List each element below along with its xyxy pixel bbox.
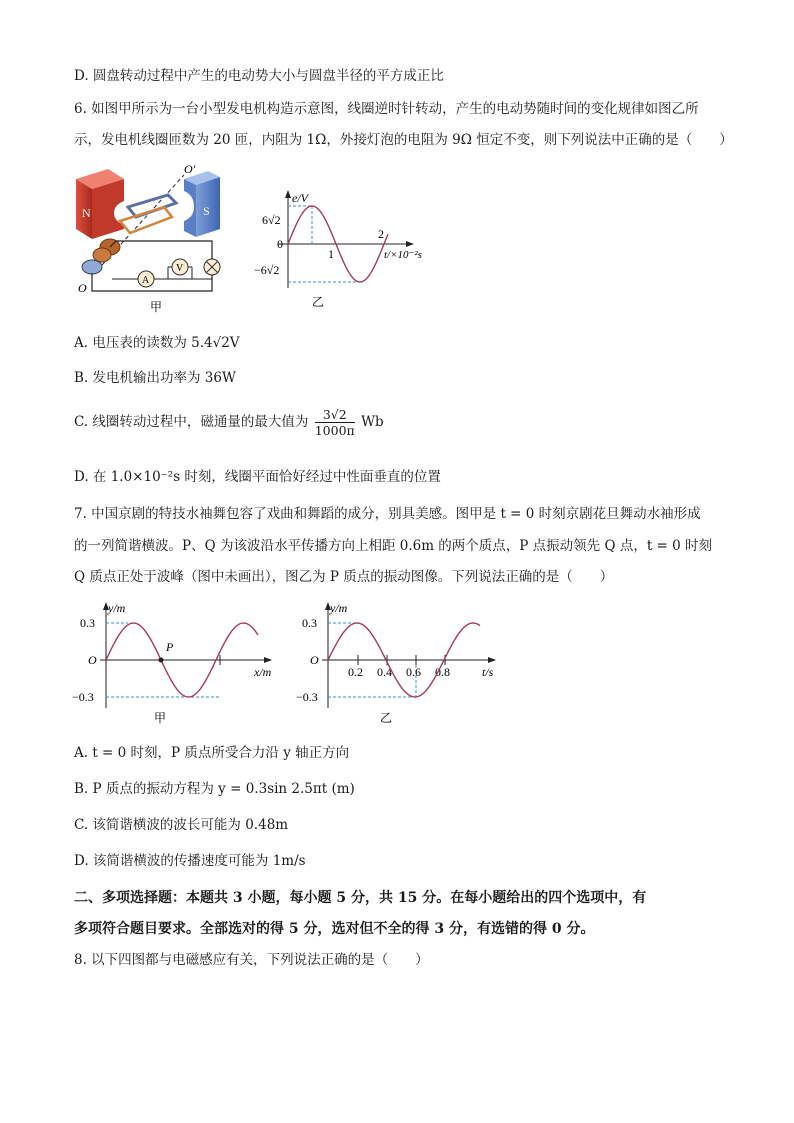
fig-jia-caption: 甲 (154, 711, 167, 725)
q6-stem-line1: 6. 如图甲所示为一台小型发电机构造示意图，线圈逆时针转动，产生的电动势随时间的变化规律如图乙所 (74, 101, 699, 117)
y-pos-label: 0.3 (302, 616, 317, 630)
axis-label-bottom: O (78, 281, 87, 295)
ammeter-label: A (142, 275, 150, 286)
q6-option-c-fraction (315, 407, 355, 438)
origin-label: O (88, 653, 97, 667)
y-axis-label: y/m (108, 601, 126, 615)
tick-2-label: 2 (378, 227, 384, 241)
q7-stem-line1: 7. 中国京剧的特技水袖舞包容了戏曲和舞蹈的成分，别具美感。图甲是 t = 0 时刻京剧花旦舞动水袖形成 (74, 506, 701, 522)
q7-stem-line3: Q 质点正处于波峰（图中未画出），图乙为 P 质点的振动图像。下列说法正确的是（ ） (74, 569, 614, 585)
y-pos-label: 0.3 (80, 616, 95, 630)
tick-label-4: 0.8 (435, 665, 450, 679)
q7-option-c: C. 该简谐横波的波长可能为 0.48m (74, 817, 289, 833)
n-magnet-side (92, 179, 124, 239)
q6-option-a: A. 电压表的读数为 5.4√2V (74, 335, 240, 351)
x-axis-label: t/s (482, 665, 494, 679)
voltmeter-label: V (176, 263, 184, 274)
origin-label: 0 (277, 237, 283, 251)
y-neg-label: −0.3 (72, 690, 94, 704)
q6-option-c-prefix: C. 线圈转动过程中，磁通量的最大值为 (74, 414, 309, 430)
coil-lower (120, 207, 172, 233)
y-pos-label: 6√2 (262, 213, 281, 227)
q7-option-d: D. 该简谐横波的传播速度可能为 1m/s (74, 853, 306, 869)
brush (82, 260, 102, 274)
tick-label-2: 0.4 (377, 665, 392, 679)
q6-option-c (74, 407, 384, 438)
q8-stem: 8. 以下四图都与电磁感应有关，下列说法正确的是（ ） (74, 952, 429, 968)
q5-option-d: D. 圆盘转动过程中产生的电动势大小与圆盘半径的平方成正比 (74, 68, 444, 84)
fig-yi-caption: 乙 (312, 295, 325, 309)
axis-label-top: O′ (184, 162, 196, 176)
x-axis-label: x/m (254, 665, 272, 679)
section2-heading-line1: 二、多项选择题：本题共 3 小题，每小题 5 分，共 15 分。在每小题给出的四个选项中，有 (74, 890, 647, 906)
fig-jia-caption: 甲 (150, 300, 163, 314)
q7-option-b: B. P 质点的振动方程为 y = 0.3sin 2.5πt (m) (74, 781, 355, 797)
pole-s-label: S (203, 204, 210, 218)
tick-1-label: 1 (328, 247, 334, 261)
q7-wave-chart (70, 600, 282, 728)
q6-option-b: B. 发电机输出功率为 36W (74, 370, 236, 386)
q6-option-c-unit: Wb (361, 414, 384, 430)
q7-stem-line2: 的一列简谐横波。P、Q 为该波沿水平传播方向上相距 0.6m 的两个质点，P 点振动领先 Q 点，t = 0 时刻 (74, 538, 713, 554)
fraction-denominator: 1000π (314, 423, 355, 438)
origin-label: O (310, 653, 319, 667)
q6-emf-chart (248, 188, 448, 312)
y-neg-label: −6√2 (254, 263, 280, 277)
section2-heading-line2: 多项符合题目要求。全部选对的得 5 分，选对但不全的得 3 分，有选错的得 0 分。 (74, 921, 595, 937)
y-axis-label: e/V (292, 191, 308, 205)
q7-vibration-chart (296, 600, 508, 728)
q6-stem-line2: 示，发电机线圈匝数为 20 匝，内阻为 1Ω，外接灯泡的电阻为 9Ω 恒定不变，则下列说法中正确的是（ ） (74, 132, 733, 148)
point-p (159, 658, 164, 663)
y-neg-label: −0.3 (296, 690, 318, 704)
q6-generator-diagram (72, 155, 232, 315)
point-p-label: P (166, 640, 174, 654)
x-axis-label: t/×10⁻²s (384, 249, 422, 261)
fraction-numerator: 3√2 (315, 407, 355, 423)
s-magnet-inner (184, 179, 196, 237)
tick-label-1: 0.2 (348, 665, 363, 679)
pole-n-label: N (82, 206, 91, 220)
q6-option-d: D. 在 1.0×10⁻²s 时刻，线圈平面恰好经过中性面垂直的位置 (74, 469, 441, 485)
y-axis-label: y/m (330, 601, 348, 615)
q7-option-a: A. t = 0 时刻，P 质点所受合力沿 y 轴正方向 (74, 745, 350, 761)
tick-label-3: 0.6 (406, 665, 421, 679)
fig-yi-caption: 乙 (380, 711, 393, 725)
slip-ring-2 (93, 248, 111, 262)
